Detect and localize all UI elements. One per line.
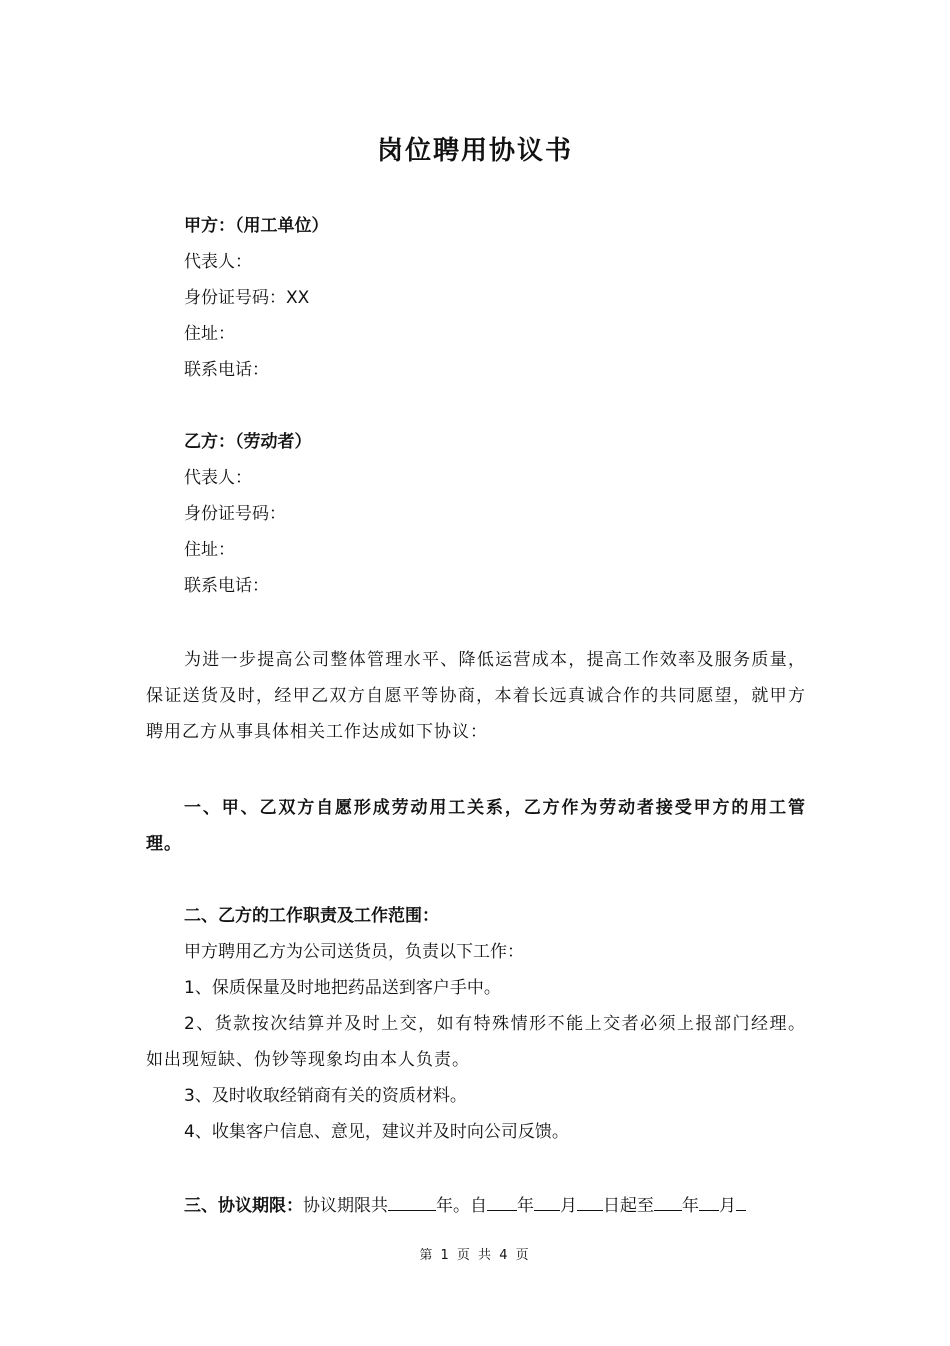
section-2-item-3: 3、及时收取经销商有关的资质材料。 bbox=[184, 1086, 467, 1106]
section-2-item-2: 2、货款按次结算并及时上交，如有特殊情形不能上交者必须上报部门经理。如出现短缺、伪钞等现象均由本人负责。 bbox=[146, 1014, 806, 1070]
section-3-text-5: 日起至 bbox=[603, 1196, 654, 1216]
blank-start-year[interactable] bbox=[487, 1190, 517, 1211]
party-b-phone: 联系电话： bbox=[184, 576, 269, 596]
party-a-section bbox=[146, 208, 806, 388]
section-2-lead: 甲方聘用乙方为公司送货员，负责以下工作： bbox=[184, 942, 524, 962]
blank-years[interactable] bbox=[388, 1190, 436, 1211]
section-3-line bbox=[146, 1188, 806, 1224]
section-2-item-4: 4、收集客户信息、意见，建议并及时向公司反馈。 bbox=[184, 1122, 569, 1142]
blank-start-month[interactable] bbox=[534, 1190, 560, 1211]
party-a-address: 住址： bbox=[184, 324, 235, 344]
party-b-section bbox=[146, 424, 806, 604]
blank-end-month[interactable] bbox=[699, 1190, 719, 1211]
section-3-text-2: 年。自 bbox=[436, 1196, 487, 1216]
party-a-representative: 代表人： bbox=[184, 252, 252, 272]
section-1-paragraph: 一、甲、乙双方自愿形成劳动用工关系，乙方作为劳动者接受甲方的用工管理。 bbox=[146, 798, 806, 854]
party-a-id-number: 身份证号码：XX bbox=[184, 288, 310, 308]
party-a-heading: 甲方：（用工单位） bbox=[184, 216, 329, 236]
blank-end-day[interactable] bbox=[736, 1190, 746, 1211]
section-2-heading: 二、乙方的工作职责及工作范围： bbox=[184, 906, 439, 926]
section-2 bbox=[146, 898, 806, 1150]
party-b-heading: 乙方：（劳动者） bbox=[184, 432, 312, 452]
blank-start-day[interactable] bbox=[577, 1190, 603, 1211]
document-title: 岗位聘用协议书 bbox=[376, 136, 573, 166]
blank-end-year[interactable] bbox=[654, 1190, 682, 1211]
section-3-text-6: 年 bbox=[682, 1196, 699, 1216]
section-3-text-1: 协议期限共 bbox=[303, 1196, 388, 1216]
intro-paragraph: 为进一步提高公司整体管理水平、降低运营成本，提高工作效率及服务质量，保证送货及时，经甲乙双方自愿平等协商，本着长远真诚合作的共同愿望，就甲方聘用乙方从事具体相关工作达成如下协议： bbox=[146, 650, 806, 742]
party-b-representative: 代表人： bbox=[184, 468, 252, 488]
section-2-item-1: 1、保质保量及时地把药品送到客户手中。 bbox=[184, 978, 501, 998]
section-3 bbox=[146, 1188, 806, 1224]
section-3-text-7: 月 bbox=[719, 1196, 736, 1216]
section-3-heading: 三、协议期限： bbox=[184, 1196, 303, 1216]
section-3-text-3: 年 bbox=[517, 1196, 534, 1216]
page-footer: 第 1 页 共 4 页 bbox=[419, 1248, 531, 1263]
section-3-text-4: 月 bbox=[560, 1196, 577, 1216]
party-b-id-number: 身份证号码： bbox=[184, 504, 286, 524]
party-a-phone: 联系电话： bbox=[184, 360, 269, 380]
party-b-address: 住址： bbox=[184, 540, 235, 560]
